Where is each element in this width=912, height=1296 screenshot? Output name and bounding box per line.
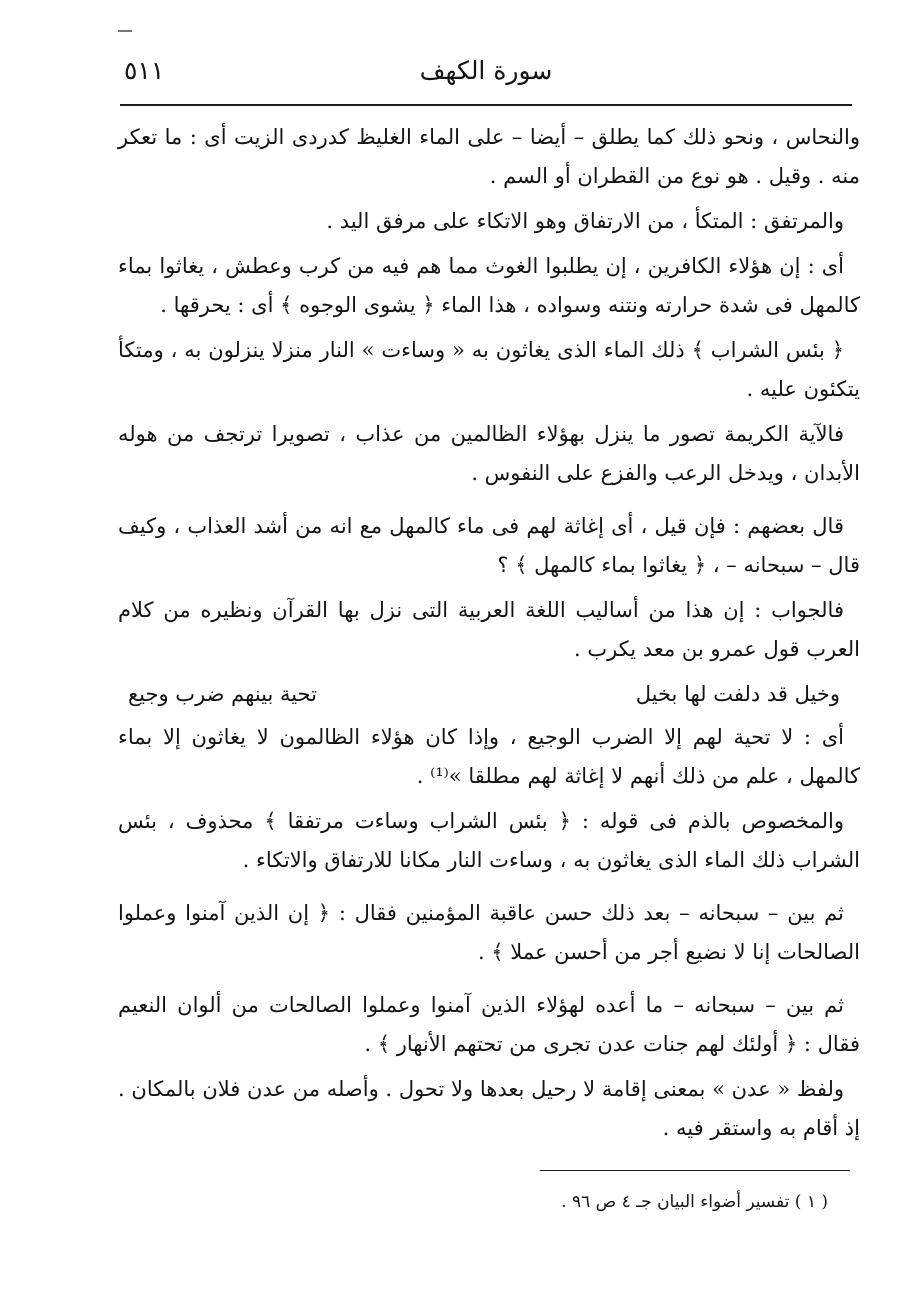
paragraph: ولفظ « عدن » بمعنى إقامة لا رحيل بعدها ولا تحول . وأصله من عدن فلان بالمكان . إذ أقام به واستقر فيه . <box>118 1077 860 1140</box>
footnote: ( ١ ) تفسير أضواء البيان جـ ٤ ص ٩٦ . <box>561 1192 828 1212</box>
page-number: ٥١١ <box>124 56 165 85</box>
paragraph: ثم بين – سبحانه – بعد ذلك حسن عاقبة المؤمنين فقال : ﴿ إن الذين آمنوا وعملوا الصالحات إنا لا نضيع أجر من أحسن عملا ﴾ . <box>118 901 860 964</box>
paragraph: فالجواب : إن هذا من أساليب اللغة العربية التى نزل بها القرآن ونظيره من كلام العرب قول عمرو بن معد يكرب . <box>118 598 860 661</box>
paragraph: فالآية الكريمة تصور ما ينزل بهؤلاء الظالمين من عذاب ، تصويرا ترتجف من هوله الأبدان ، ويدخل الرعب والفزع على النفوس . <box>118 422 860 485</box>
paragraph: والمرتفق : المتكأ ، من الارتفاق وهو الاتكاء على مرفق اليد . <box>326 209 844 233</box>
surah-title: سورة الكهف <box>419 56 553 85</box>
paragraph: أى : لا تحية لهم إلا الضرب الوجيع ، وإذا كان هؤلاء الظالمون لا يغاثون إلا بماء كالمهل ، علم من ذلك أنهم لا إغاثة لهم مطلقا »⁽¹⁾ . <box>118 725 860 788</box>
paragraph: والنحاس ، ونحو ذلك كما يطلق – أيضا – على الماء الغليظ كدردى الزيت أى : ما تعكر منه . وقيل . هو نوع من القطران أو السم . <box>118 125 860 188</box>
header-divider <box>120 104 852 106</box>
footnote-divider <box>540 1170 850 1171</box>
paragraph: أى : إن هؤلاء الكافرين ، إن يطلبوا الغوث مما هم فيه من كرب وعطش ، يغاثوا بماء كالمهل فى شدة حرارته ونتنه وسواده ، هذا الماء ﴿ يشوى الوجوه ﴾ أى : يحرقها . <box>118 254 860 317</box>
verse-second-half: تحية بينهم ضرب وجيع <box>128 682 318 706</box>
corner-mark <box>118 30 132 32</box>
paragraph: والمخصوص بالذم فى قوله : ﴿ بئس الشراب وساءت مرتفقا ﴾ محذوف ، بئس الشراب ذلك الماء الذى يغاثون به ، وساءت النار مكانا للارتفاق والاتكاء . <box>118 809 860 872</box>
paragraph: ﴿ بئس الشراب ﴾ ذلك الماء الذى يغاثون به « وساءت » النار منزلا ينزلون به ، ومتكأ يتكئون عليه . <box>118 338 860 401</box>
main-text <box>118 118 860 1154</box>
page-header <box>118 56 854 96</box>
paragraph: قال بعضهم : فإن قيل ، أى إغاثة لهم فى ماء كالمهل مع انه من أشد العذاب ، وكيف قال – سبحانه – ، ﴿ يغاثوا بماء كالمهل ﴾ ؟ <box>118 514 860 577</box>
paragraph: ثم بين – سبحانه – ما أعده لهؤلاء الذين آمنوا وعملوا الصالحات من ألوان النعيم فقال : ﴿ أولئك لهم جنات عدن تجرى من تحتهم الأنهار ﴾ . <box>118 993 860 1056</box>
verse-first-half: وخيل قد دلفت لها بخيل <box>635 682 840 706</box>
poetry-verse <box>118 675 860 714</box>
